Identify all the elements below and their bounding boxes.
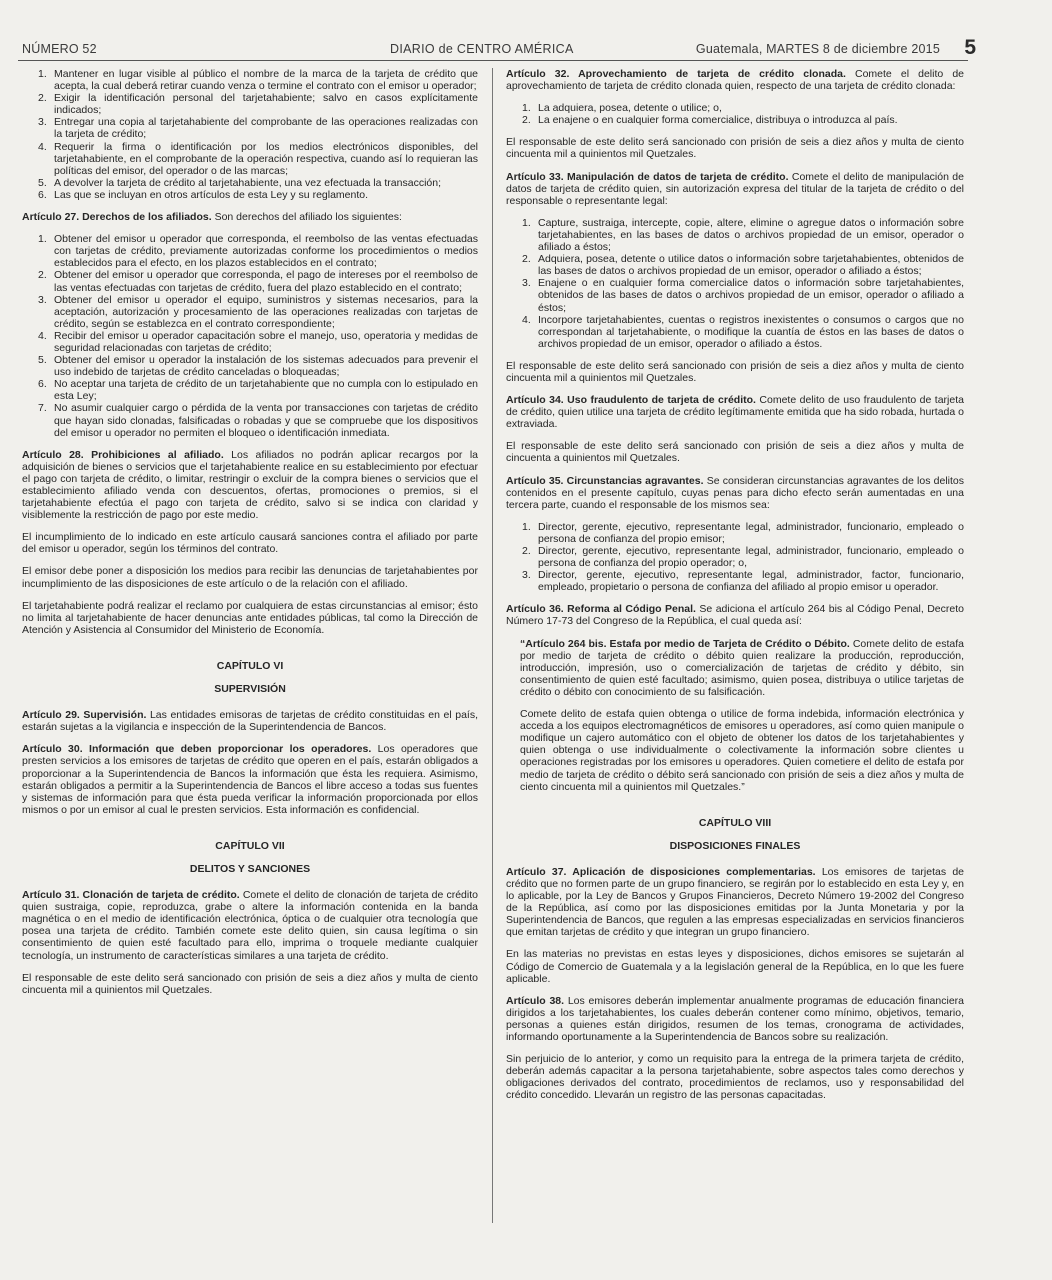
- list-item: 1. Capture, sustraiga, intercepte, copie, altere, elimine o agregue datos o información sobre tarjetahabientes, en las bases de datos o archivos propiedad de un emisor, operador o afiliado a éstos;: [522, 216, 964, 254]
- list-item: 4. Requerir la firma o identificación por los medios electrónicos disponibles, del tarjetahabiente, en el comprobante de la operación respectiva, cuando así lo requieran las políticas del emisor, del operador o de las marcas;: [38, 140, 478, 177]
- list-art27: [22, 233, 478, 439]
- article-title: Artículo 31. Clonación de tarjeta de crédito.: [22, 889, 240, 902]
- article-title: Artículo 29. Supervisión.: [22, 709, 147, 722]
- paragraph: El responsable de este delito será sancionado con prisión de seis a diez años y multa de ciento cincuenta mil a quinientos mil Quetzales.: [506, 136, 964, 161]
- article-title: Artículo 34. Uso fraudulento de tarjeta de crédito.: [506, 394, 756, 407]
- article-35: Artículo 35. Circunstancias agravantes. Se consideran circunstancias agravantes de los delitos contenidos en el presente capítulo, cuyas penas para dicho efecto serán aumentadas en una tercera parte, cuando el responsable de los mismos sea:: [506, 474, 964, 511]
- list-item: 1. Obtener del emisor u operador que corresponda, el reembolso de las ventas efectuadas con tarjetas de crédito, previamente autorizadas conforme los procedimientos o medios establecidos para el efecto, en los plazos establecidos en el contrato;: [38, 233, 478, 270]
- paragraph: Sin perjuicio de lo anterior, y como un requisito para la entrega de la primera tarjeta de crédito, deberán además capacitar a la persona tarjetahabiente, sobre aspectos tales como derechos y obligaciones derivados del contrato, procedimientos de reclamos, uso y responsabilidad del crédito concedido. Llevarán un registro de las personas capacitadas.: [506, 1053, 964, 1102]
- article-title: Artículo 32. Aprovechamiento de tarjeta de crédito clonada.: [506, 68, 846, 80]
- column-divider: [492, 68, 493, 1223]
- paragraph: El responsable de este delito será sancionado con prisión de seis a diez años y multa de ciento cincuenta mil a quinientos mil Quetzales.: [506, 359, 964, 384]
- list-art32: [506, 102, 964, 126]
- list-item: 2. Exigir la identificación personal del tarjetahabiente; salvo en casos explícitamente indicados;: [38, 92, 478, 117]
- list-item: 7. No asumir cualquier cargo o pérdida de la venta por transacciones con tarjetas de crédito que hayan sido clonadas, falsificadas o robadas y que se compruebe que los dispositivos del emisor u operador no permiten el bloqueo o identificación inmediata.: [38, 402, 478, 439]
- paragraph: El responsable de este delito será sancionado con prisión de seis a diez años y multa de ciento cincuenta mil a quinientos mil Quetzales.: [22, 971, 478, 996]
- list-art26: [22, 68, 478, 201]
- article-34: Artículo 34. Uso fraudulento de tarjeta de crédito. Comete delito de uso fraudulento de tarjeta de crédito, quien utilice una tarjeta de crédito legítimamente emitida que ha sido robada, hurtada o extraviada.: [506, 394, 964, 431]
- quoted-paragraph: Comete delito de estafa quien obtenga o utilice de forma indebida, información electrónica y acceda a los equipos electromagnéticos de emisores u operadores, así como quien manipule o modifique un cajero automático con el objeto de obtener los datos de los tarjetahabientes y quien obtenga o use individualmente o colectivamente la información sobre clientes u operaciones registradas por los emisores u operadores. Quien cometiere el delito de estafa por medio de tarjeta de crédito o débito será sancionado con prisión de seis a diez años y multa de ciento cincuenta mil a quinientos mil Quetzales.”: [520, 708, 964, 793]
- masthead: [22, 36, 980, 59]
- list-item: 1. Director, gerente, ejecutivo, representante legal, administrador, funcionario, empleado o persona de confianza del propio emisor;: [522, 520, 964, 545]
- header-rule: [18, 60, 968, 61]
- paragraph: En las materias no previstas en estas leyes y disposiciones, dichos emisores se sujetarán al Código de Comercio de Guatemala y a la legislación general de la República, en lo que les fuere aplicable.: [506, 948, 964, 985]
- right-column: [506, 68, 964, 1228]
- article-30: Artículo 30. Información que deben proporcionar los operadores. Los operadores que presten servicios a los emisores de tarjetas de crédito que operen en el país, estarán obligados a proporcionar a la Superintendencia de Bancos la información que ésta les requiera. Asimismo, estarán obligados a permitir a la Superintendencia de Bancos el libre acceso a todas sus fuentes y sistemas de información para que ésta pueda verificar la información proporcionada por ellos mismos o por un emisor al cual le presten servicios. Esta información es confidencial.: [22, 743, 478, 816]
- left-column: [22, 68, 478, 1228]
- article-title: Artículo 30. Información que deben proporcionar los operadores.: [22, 743, 372, 756]
- page-number: 5: [964, 36, 976, 59]
- quoted-article: “Artículo 264 bis. Estafa por medio de Tarjeta de Crédito o Débito. Comete delito de estafa por medio de tarjeta de crédito o débito quien realizare la producción, reproducción, introducción, impresión, uso o comercialización de tarjetas de crédito y débito, sin consentimiento de quien esté facultado; asimismo, quien posea, distribuya o utilice tarjetas de crédito o débito con conocimiento de su falsificación.: [520, 637, 964, 698]
- article-27: Artículo 27. Derechos de los afiliados. Son derechos del afiliado los siguientes:: [22, 211, 402, 224]
- list-item: 2. Director, gerente, ejecutivo, representante legal, administrador, funcionario, empleado o persona de confianza del propio operador; o,: [522, 545, 964, 570]
- chapter-title: SUPERVISIÓN: [214, 683, 286, 696]
- chapter-heading: CAPÍTULO VI: [216, 659, 284, 672]
- article-33: Artículo 33. Manipulación de datos de tarjeta de crédito. Comete el delito de manipulación de datos de tarjeta de crédito quien, sin autorización expresa del titular de la tarjeta de crédito o del responsable o representante legal:: [506, 170, 964, 207]
- list-item: 2. Adquiera, posea, detente o utilice datos o información sobre tarjetahabientes, obtenidos de las bases de datos o archivos propiedad de un emisor, operador o afiliado a éstos;: [522, 253, 964, 278]
- article-title: Artículo 37. Aplicación de disposiciones complementarias.: [506, 865, 816, 878]
- article-title: Artículo 38.: [506, 994, 565, 1007]
- paragraph: El emisor debe poner a disposición los medios para recibir las denuncias de tarjetahabientes por incumplimiento de las disposiciones de este artículo o de la relación con el afiliado.: [22, 565, 478, 590]
- list-item: 2. Obtener del emisor u operador que corresponda, el pago de intereses por el reembolso de las ventas efectuadas con tarjetas de crédito, fuera del plazo establecido en el contrato;: [38, 269, 478, 294]
- issue-number: NÚMERO 52: [22, 42, 97, 56]
- article-38: Artículo 38. Los emisores deberán implementar anualmente programas de educación financiera dirigidos a los tarjetahabientes, los cuales deberán contener como mínimo, objetivos, temario, personas a quienes están dirigidos, resumen de los temas, cronograma de actividades, informando oportunamente a la Superintendencia de Bancos sobre su realización.: [506, 994, 964, 1043]
- article-title: Artículo 27. Derechos de los afiliados.: [22, 211, 212, 224]
- list-item: 6. Las que se incluyan en otros artículos de esta Ley y su reglamento.: [38, 188, 369, 201]
- list-item: 6. No aceptar una tarjeta de crédito de un tarjetahabiente que no cumpla con lo estipulado en esta Ley;: [38, 378, 478, 403]
- chapter-heading: CAPÍTULO VII: [215, 839, 285, 852]
- article-36: Artículo 36. Reforma al Código Penal. Se adiciona el artículo 264 bis al Código Penal, Decreto Número 17-73 del Congreso de la República, el cual queda así:: [506, 603, 964, 628]
- paragraph: El tarjetahabiente podrá realizar el reclamo por cualquiera de estas circunstancias al emisor; ésto no limita al tarjetahabiente de hacer denuncias ante entidades públicas, tal como la Dirección de Atención y Asistencia al Consumidor del Ministerio de Economía.: [22, 599, 478, 636]
- paragraph: El incumplimiento de lo indicado en este artículo causará sanciones contra el afiliado por parte del emisor u operador, según los términos del contrato.: [22, 531, 478, 556]
- article-title: Artículo 36. Reforma al Código Penal.: [506, 603, 696, 616]
- list-item: 3. Director, gerente, ejecutivo, representante legal, administrador, factor, funcionario, empleado, propietario o persona de confianza del afiliado al propio emisor u operador.: [522, 569, 964, 594]
- article-31: Artículo 31. Clonación de tarjeta de crédito. Comete el delito de clonación de tarjeta de crédito quien sustraiga, copie, reproduzca, grabe o altere la información contenida en la banda magnética o en el medio de identificación electrónica, óptica o de cualquier otra tecnología que posea una tarjeta de crédito. También comete este delito quien, sin causa legítima o sin consentimiento de quien esté facultado para ello, imprima o troquele mediante cualquier tecnología, un instrumento de características similares a una tarjeta de crédito.: [22, 889, 478, 962]
- paragraph: El responsable de este delito será sancionado con prisión de seis a diez años y multa de cincuenta a quinientos mil Quetzales.: [506, 440, 964, 465]
- list-item: 2. La enajene o en cualquier forma comercialice, distribuya o introduzca al país.: [522, 114, 898, 127]
- newspaper-name: DIARIO de CENTRO AMÉRICA: [390, 42, 574, 56]
- issue-date: Guatemala, MARTES 8 de diciembre 2015: [695, 42, 940, 56]
- list-item: 5. A devolver la tarjeta de crédito al tarjetahabiente, una vez efectuada la transacción;: [38, 176, 441, 189]
- list-item: 3. Entregar una copia al tarjetahabiente del comprobante de las operaciones realizadas con la tarjeta de crédito;: [38, 116, 478, 141]
- list-item: 3. Obtener del emisor u operador el equipo, suministros y sistemas necesarios, para la aceptación, autorización y procesamiento de las operaciones realizadas con tarjetas de crédito, según se establezca en el contrato correspondiente;: [38, 293, 478, 330]
- chapter-title: DELITOS Y SANCIONES: [189, 862, 311, 875]
- article-title: Artículo 33. Manipulación de datos de tarjeta de crédito.: [506, 170, 789, 183]
- list-item: 4. Recibir del emisor u operador capacitación sobre el manejo, uso, operatoria y medidas de seguridad relacionadas con tarjetas de crédito;: [38, 329, 478, 354]
- article-title: Artículo 28. Prohibiciones al afiliado.: [22, 448, 224, 461]
- list-item: 1. Mantener en lugar visible al público el nombre de la marca de la tarjeta de crédito que acepta, la cual deberá retirar cuando venza o termine el contrato con el emisor u operador;: [38, 68, 478, 93]
- quoted-title: “Artículo 264 bis. Estafa por medio de Tarjeta de Crédito o Débito.: [520, 637, 850, 650]
- list-item: 1. La adquiera, posea, detente o utilice; o,: [522, 102, 722, 115]
- article-28: Artículo 28. Prohibiciones al afiliado. Los afiliados no podrán aplicar recargos por la adquisición de bienes o servicios que el tarjetahabiente realice en su establecimiento por efectuar el pago con tarjeta de crédito, o limitar, restringir o excluir de la compra bienes o servicios que el establecimiento afiliado venda con descuentos, ofertas, promociones o premios, si el tarjetahabiente efectúa el pago con tarjeta de crédito, salvo si se indica con claridad y visiblemente la restricción de pago por este medio.: [22, 448, 478, 522]
- list-item: 5. Obtener del emisor u operador la instalación de los sistemas adecuados para prevenir el uso indebido de tarjetas de crédito canceladas o bloqueadas;: [38, 354, 478, 379]
- article-title: Artículo 35. Circunstancias agravantes.: [506, 474, 704, 487]
- list-item: 3. Enajene o en cualquier forma comercialice datos o información sobre tarjetahabientes, obtenidos de las bases de datos o archivos propiedad de un emisor, operador o afiliado a éstos;: [522, 277, 964, 314]
- article-29: Artículo 29. Supervisión. Las entidades emisoras de tarjetas de crédito constituidas en el país, estarán sujetas a la vigilancia e inspección de la Superintendencia de Bancos.: [22, 709, 478, 734]
- article-32: Artículo 32. Aprovechamiento de tarjeta de crédito clonada. Comete el delito de aprovechamiento de tarjeta de crédito clonada quien, respecto de una tarjeta de crédito clonada:: [506, 68, 964, 93]
- list-art33: [506, 217, 964, 350]
- list-item: 4. Incorpore tarjetahabientes, cuentas o registros inexistentes o consumos o cargos que no correspondan al tarjetahabiente, o modifique la cuantía de éstos en las bases de datos o archivos propiedad de un emisor, operador o afiliado a éstos.: [522, 313, 964, 350]
- list-art35: [506, 521, 964, 594]
- chapter-title: DISPOSICIONES FINALES: [669, 839, 801, 852]
- article-37: Artículo 37. Aplicación de disposiciones complementarias. Los emisores de tarjetas de crédito que no formen parte de un grupo financiero, se regirán por lo establecido en esta Ley y, en lo aplicable, por la Ley de Bancos y Grupos Financieros, Decreto Número 19-2002 del Congreso de la República, así como por las disposiciones emitidas por la Junta Monetaria y por la Superintendencia de Bancos, que regulen a las empresas especializadas en servicios financieros que emitan tarjetas de crédito y que integran un grupo financiero.: [506, 865, 964, 939]
- chapter-heading: CAPÍTULO VIII: [698, 816, 772, 829]
